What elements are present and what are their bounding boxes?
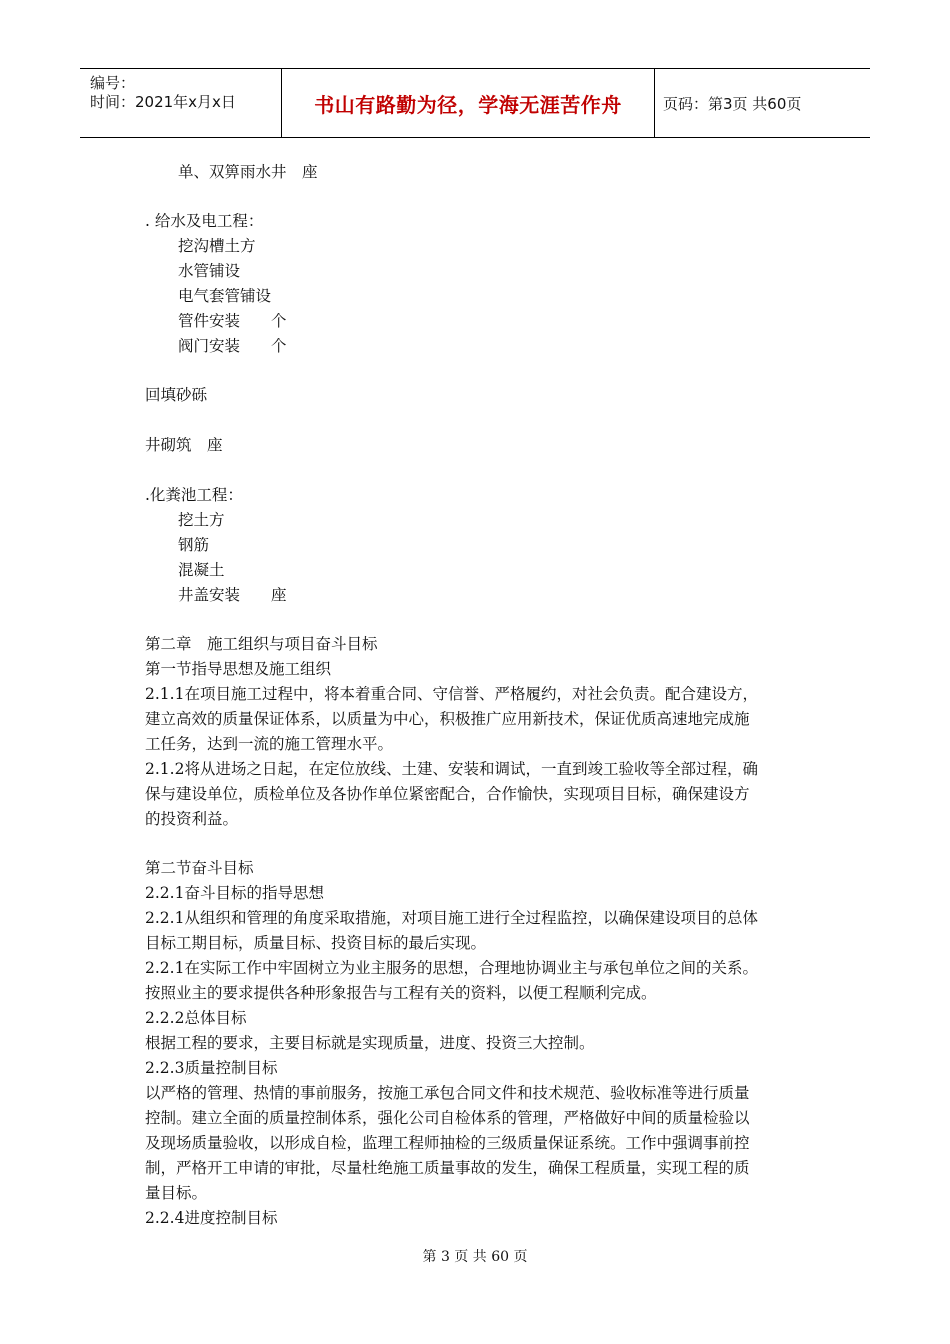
body-line: 钢筋 [178,536,210,554]
body-line: 回填砂砾 [145,386,208,404]
header-motto: 书山有路勤为径，学海无涯苦作舟 [314,92,622,117]
body-line: 阀门安装 个 [178,337,287,355]
chapter-heading: 第二章 施工组织与项目奋斗目标 [145,635,378,653]
body-line: 单、双箅雨水井 座 [178,163,318,181]
paragraph-line: 2.1.2将从进场之日起，在定位放线、土建、安装和调试，一直到竣工验收等全部过程，确 [145,760,758,778]
header-page-info: 页码：第3页 共60页 [663,94,802,113]
body-line: 挖沟槽土方 [178,237,256,255]
document-time-label: 时间：2021年x月x日 [90,93,236,111]
header-meta [80,69,281,137]
subsection-heading: 2.2.2总体目标 [145,1009,247,1027]
paragraph-line: 按照业主的要求提供各种形象报告与工程有关的资料，以便工程顺利完成。 [145,984,657,1002]
section-heading: 第一节指导思想及施工组织 [145,660,332,678]
page-footer: 第 3 页 共 60 页 [422,1249,528,1265]
document-number-label: 编号： [90,74,136,92]
paragraph-line: 2.2.1从组织和管理的角度采取措施，对项目施工进行全过程监控，以确保建设项目的总体 [145,909,758,927]
paragraph-line: 2.2.1在实际工作中牢固树立为业主服务的思想，合理地协调业主与承包单位之间的关系。 [145,959,758,977]
body-line: 井盖安装 座 [178,586,287,604]
section-heading: .化粪池工程： [145,486,243,504]
paragraph-line: 建立高效的质量保证体系，以质量为中心，积极推广应用新技术，保证优质高速地完成施 [145,710,750,728]
body-line: 管件安装 个 [178,312,287,330]
paragraph-line: 的投资利益。 [145,810,239,828]
paragraph-line: 制，严格开工申请的审批，尽量杜绝施工质量事故的发生，确保工程质量，实现工程的质 [145,1159,750,1177]
body-line: 井砌筑 座 [145,436,223,454]
body-line: 电气套管铺设 [178,287,272,305]
subsection-heading: 2.2.3质量控制目标 [145,1059,278,1077]
paragraph-line: 工任务，达到一流的施工管理水平。 [145,735,394,753]
subsection-heading: 2.2.1奋斗目标的指导思想 [145,884,324,902]
paragraph-line: 保与建设单位，质检单位及各协作单位紧密配合，合作愉快，实现项目目标，确保建设方 [145,785,750,803]
paragraph-line: 以严格的管理、热情的事前服务，按施工承包合同文件和技术规范、验收标准等进行质量 [145,1084,750,1102]
section-heading: . 给水及电工程： [145,212,264,230]
body-line: 挖土方 [178,511,225,529]
header-motto-cell [281,69,655,137]
paragraph-line: 及现场质量验收，以形成自检，监理工程师抽检的三级质量保证系统。工作中强调事前控 [145,1134,750,1152]
body-line: 混凝土 [178,561,225,579]
section-heading: 第二节奋斗目标 [145,859,254,877]
paragraph-line: 量目标。 [145,1184,208,1202]
body-line: 水管铺设 [178,262,241,280]
paragraph-line: 控制。建立全面的质量控制体系，强化公司自检体系的管理，严格做好中间的质量检验以 [145,1109,750,1127]
paragraph-line: 2.1.1在项目施工过程中，将本着重合同、守信誉、严格履约，对社会负责。配合建设方， [145,685,758,703]
page-header [80,68,870,138]
paragraph-line: 目标工期目标，质量目标、投资目标的最后实现。 [145,934,487,952]
subsection-heading: 2.2.4进度控制目标 [145,1209,278,1227]
paragraph-line: 根据工程的要求，主要目标就是实现质量，进度、投资三大控制。 [145,1034,595,1052]
